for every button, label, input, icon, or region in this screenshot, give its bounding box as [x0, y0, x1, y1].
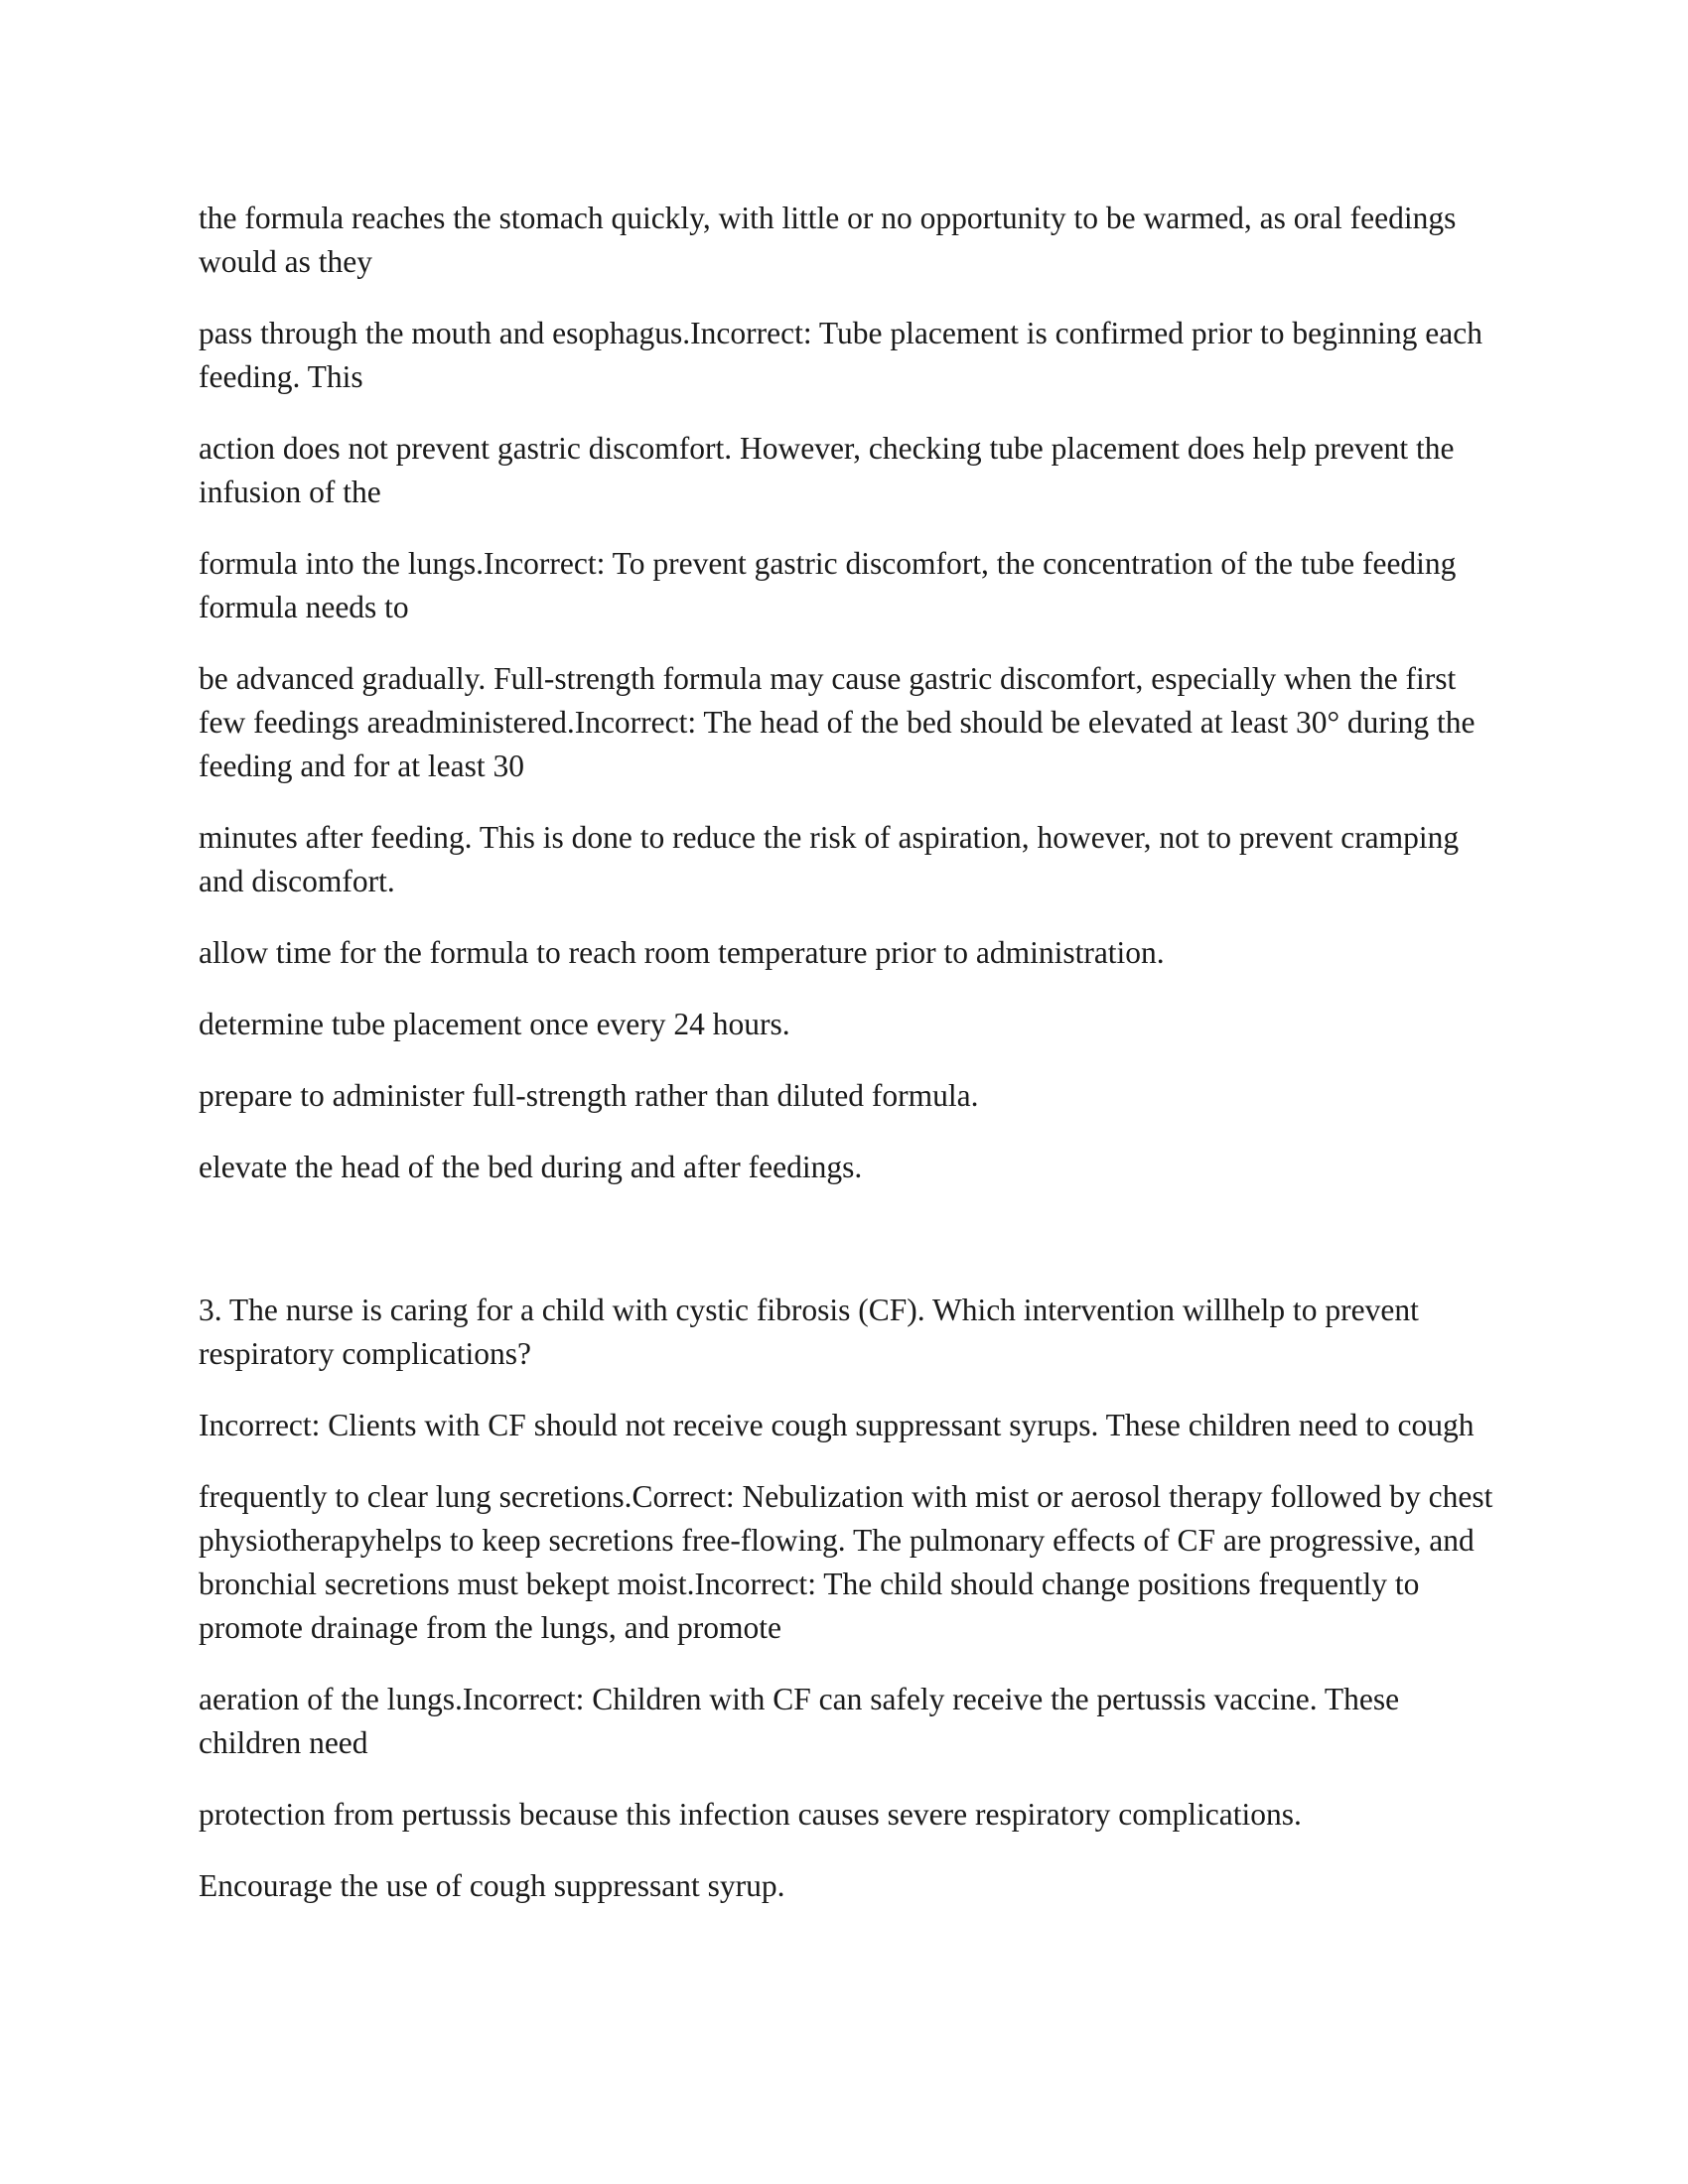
rationale-paragraph: aeration of the lungs.Incorrect: Children with CF can safely receive the pertussis vaccine. These children need — [199, 1682, 1400, 1760]
answer-option: determine tube placement once every 24 hours. — [199, 1007, 790, 1041]
rationale-paragraph: frequently to clear lung secretions.Correct: Nebulization with mist or aerosol therapy followed by chest physiotherapyhelps to keep secretions free-flowing. The pulmonary effects of CF are progressive, and bronchial secretions must bekept moist.Incorrect: The child should change positions frequently to promote drainage from the lungs, and promote — [199, 1479, 1493, 1645]
rationale-paragraph: pass through the mouth and esophagus.Incorrect: Tube placement is confirmed prior to beginning each feeding. This — [199, 316, 1482, 394]
answer-option: elevate the head of the bed during and after feedings. — [199, 1150, 863, 1184]
rationale-paragraph: be advanced gradually. Full-strength formula may cause gastric discomfort, especially when the first few feedings areadministered.Incorrect: The head of the bed should be elevated at least 30° during the feeding and for at least 30 — [199, 661, 1476, 783]
answer-option: Encourage the use of cough suppressant syrup. — [199, 1868, 785, 1903]
rationale-paragraph: formula into the lungs.Incorrect: To prevent gastric discomfort, the concentration of the tube feeding formula needs to — [199, 546, 1457, 624]
question-3 — [199, 1289, 1499, 1908]
question-prompt: 3. The nurse is caring for a child with cystic fibrosis (CF). Which intervention willhelp to prevent respiratory complications? — [199, 1293, 1419, 1371]
rationale-paragraph: the formula reaches the stomach quickly, with little or no opportunity to be warmed, as oral feedings would as they — [199, 201, 1457, 279]
document-body — [199, 197, 1499, 1936]
answer-option: prepare to administer full-strength rather than diluted formula. — [199, 1078, 979, 1113]
rationale-paragraph: protection from pertussis because this infection causes severe respiratory complications. — [199, 1797, 1302, 1832]
section-rationale — [199, 197, 1499, 1189]
rationale-paragraph: action does not prevent gastric discomfort. However, checking tube placement does help prevent the infusion of the — [199, 431, 1455, 509]
rationale-paragraph: Incorrect: Clients with CF should not receive cough suppressant syrups. These children need to cough — [199, 1408, 1475, 1442]
answer-option: allow time for the formula to reach room temperature prior to administration. — [199, 935, 1165, 970]
rationale-paragraph: minutes after feeding. This is done to reduce the risk of aspiration, however, not to prevent cramping and discomfort. — [199, 820, 1460, 898]
